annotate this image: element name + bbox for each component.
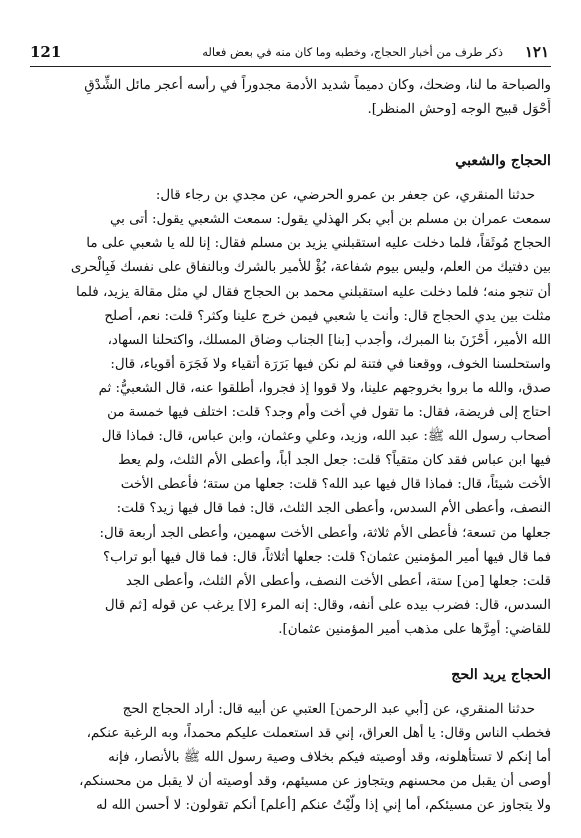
text-line: حدثنا المنقري، عن [أبي عبد الرحمن] العتبي عن أبيه قال: أراد الحجاج الحج — [122, 701, 535, 717]
text-line: فخطب الناس وقال: يا أهل العراق، إني قد استعملت عليكم محمداً، وبه الرغبة عنكم، — [86, 726, 551, 742]
text-line: أما إنكم لا تستأهلونه، وقد أوصيته فيكم بخلاف وصية رسول الله ﷺ بالأنصار، فإنه — [108, 750, 551, 766]
text-line: أن تنجو منه؛ فلما دخلت عليه استقبلني محمد بن الحجاج فقال لي مثل مقالة يزيد، فلما — [76, 284, 551, 300]
text-line: فما قال فيها أمير المؤمنين عثمان؟ قلت: جعلها أثلاثاً، قال: فما قال فيها أبو تراب؟ — [103, 549, 551, 565]
section-heading: الحجاج يريد الحج — [451, 666, 551, 683]
text-line: واستحلسنا الخوف، ووقعنا في فتنة لم نكن فيها بَرَرَة أتقياء ولا فَجَرَة أقوياء، قال: — [110, 356, 551, 372]
text-line: أوصى أن يقبل من محسنهم ويتجاوز عن مسيئهم، وقد أوصيته أن لا يقبل من محسنكم، — [79, 774, 551, 790]
page-body — [30, 74, 551, 828]
text-line: جعلها من تسعة؛ فأعطى الأم ثلاثة، وأعطى الأخت سهمين، وأعطى الجد أربعة قال: — [99, 525, 551, 541]
text-line: أصحاب رسول الله ﷺ: عبد الله، وزيد، وعلي وعثمان، وابن عباس، قال: فماذا قال — [101, 429, 551, 445]
text-line: قلت: جعلها [من] ستة، أعطى الأخت النصف، وأعطى الأم الثلث، وأعطى الجد — [125, 573, 551, 589]
text-line: حدثنا المنقري، عن جعفر بن عمرو الحرضي، عن مجدي بن رجاء قال: — [155, 188, 535, 204]
section-heading: الحجاج والشعبي — [455, 153, 551, 170]
text-line: ولا يتجاوز عن مسيئكم، أما إني إذا ولَّيْتُ عنكم [أعلم] أنكم تقولون: لا أحسن الله له — [96, 798, 551, 814]
text-line: الله الأمير، أَحْزَنَ بنا المبرك، وأجدب [بنا] الجناب وضاق المسلك، واكتحلنا السهاد، — [107, 332, 551, 348]
page-number-arabic: ١٢١ — [524, 43, 549, 61]
running-title: ذكر طرف من أخبار الحجاج، وخطبه وما كان منه في بعض فعاله — [202, 45, 503, 59]
text-line: مثلت بين يدي الحجاج قال: وأنت يا شعبي فيمن خرج علينا وكثر؟ قلت: نعم، أصلح — [104, 308, 551, 324]
text-line: فيها ابن عباس فقد كان متقياً؟ قلت: جعل الجد أباً، وأعطى الأم الثلث، ولم يعط — [118, 453, 551, 469]
text-line: صدق، والله ما بروا بخروجهم علينا، ولا قووا إذ فجروا، أطلقوا عنه، قال الشعبيُّ: ثم — [98, 380, 551, 396]
text-line: أَحْوَل قبيح الوجه [وحش المنظر]. — [367, 102, 551, 118]
text-line: احتاج إلى فريضة، فقال: ما تقول في أخت وأم وجد؟ قلت: اختلف فيها خمسة من — [107, 405, 551, 421]
text-line: الأخت شيئاً، قال: فماذا قال فيها عبد الله؟ قلت: جعلها من ستة؛ فأعطى الأخت — [120, 477, 551, 493]
text-line: سمعت عمران بن مسلم بن أبي بكر الهذلي يقول: سمعت الشعبي يقول: أتى بي — [109, 212, 551, 228]
text-line: الحجاج مُوثَقاً، فلما دخلت عليه استقبلني يزيد بن مسلم فقال: إنا لله يا شعبي على ما — [86, 236, 551, 252]
text-line: والصباحة ما لنا، وضحك، وكان دميماً شديد الأدمة مجدوراً في رأسه أعجر مائل الشِّدْقِ — [84, 78, 551, 93]
running-header — [30, 40, 551, 67]
text-line: للقاضي: أمِرَّها على مذهب أمير المؤمنين عثمان]. — [278, 621, 551, 637]
text-line: بين دفتيك من العلم، وليس بيوم شفاعة، بُؤْ للأمير بالشرك وبالنفاق على نفسك فَبِالْحرى — [70, 260, 551, 276]
text-line: النصف، وأعطى الأم السدس، وأعطى الجد الثلث، قال: فما قال فيها زيد؟ قلت: — [116, 501, 551, 517]
text-line: السدس، قال: فضرب بيده على أنفه، وقال: إنه المرء [لا] يرغب عن قوله [ثم قال — [104, 597, 551, 613]
page-number: 121 — [30, 43, 62, 61]
section-text — [30, 698, 551, 818]
section-text — [30, 184, 551, 642]
